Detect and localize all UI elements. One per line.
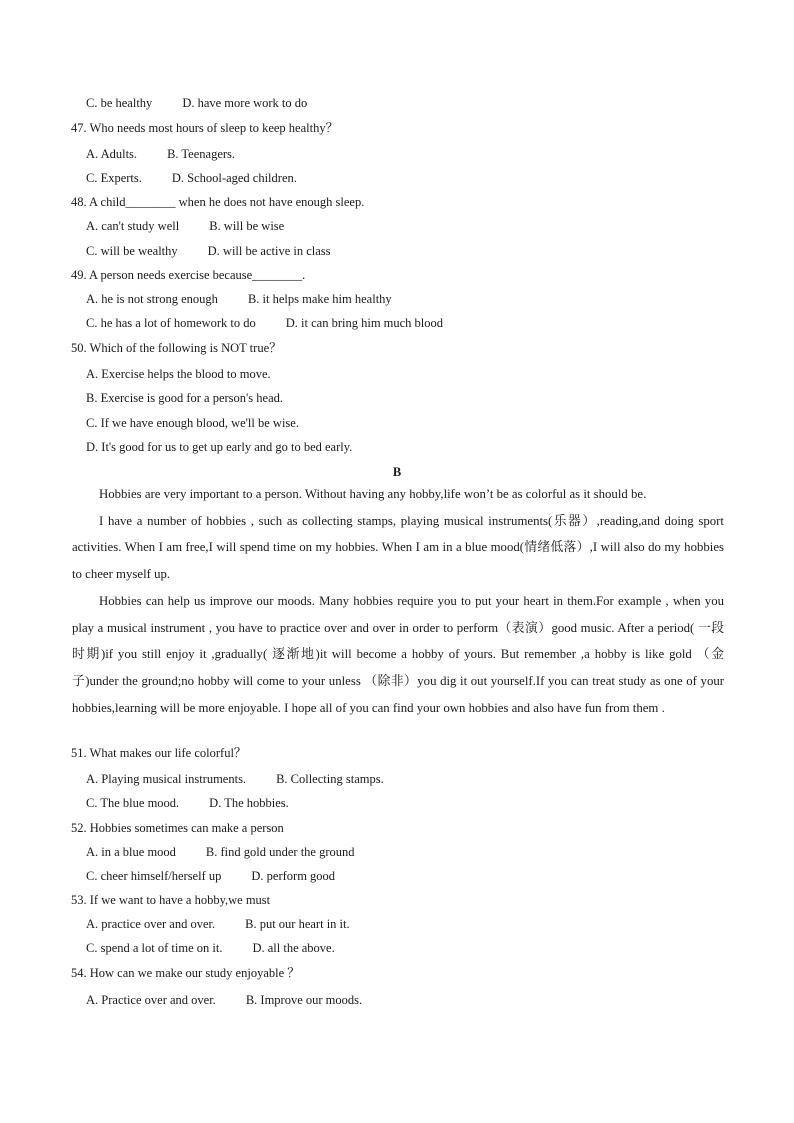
q49-option-d: D. it can bring him much blood xyxy=(285,316,444,330)
q54-option-a: A. Practice over and over. xyxy=(86,993,216,1007)
q46-option-d: D. have more work to do xyxy=(182,96,308,110)
q47-options-ab xyxy=(86,146,235,162)
q48-option-b: B. will be wise xyxy=(209,219,285,233)
q53-option-d: D. all the above. xyxy=(252,941,335,955)
passage-paragraph-2: I have a number of hobbies , such as collecting stamps, playing musical instruments(乐器）,reading,and doing sport activities. When I am free,I will spend time on my hobbies. When I am in a blue mood(情绪低落）,I will also do my hobbies to cheer myself up. xyxy=(72,513,724,582)
q49-option-b: B. it helps make him healthy xyxy=(247,292,392,306)
q53-stem: 53. If we want to have a hobby,we must xyxy=(71,893,271,907)
passage-paragraph-3: Hobbies can help us improve our moods. Many hobbies require you to put your heart in them.For example , when you play a musical instrument , you have to practice over and over in order to perform（表演）good music. After a period( 一段时期)if you still enjoy it ,gradually( 逐渐地)it will become a hobby of yours. But remember ,a hobby is like gold （金子)under the ground;no hobby will come to your unless （除非）you dig it out yourself.If you can treat study as one of your hobbies,learning will be more enjoyable. I hope all of you can find your own hobbies and also have fun from them . xyxy=(72,593,724,715)
q54-stem: 54. How can we make our study enjoyable ？ xyxy=(71,966,300,980)
q48-option-a: A. can't study well xyxy=(86,219,180,233)
q53-option-c: C. spend a lot of time on it. xyxy=(86,941,223,955)
q51-option-b: B. Collecting stamps. xyxy=(276,772,384,786)
q50-option-a: A. Exercise helps the blood to move. xyxy=(86,367,271,381)
q53-option-a: A. practice over and over. xyxy=(86,917,216,931)
q51-option-c: C. The blue mood. xyxy=(86,796,180,810)
q49-options-ab xyxy=(86,291,392,307)
q51-option-a: A. Playing musical instruments. xyxy=(86,772,247,786)
q53-options-cd xyxy=(86,940,335,956)
q48-stem: 48. A child________ when he does not have enough sleep. xyxy=(71,195,365,209)
q46-option-c: C. be healthy xyxy=(86,96,153,110)
q51-options-cd xyxy=(86,795,289,811)
q50-option-d: D. It's good for us to get up early and go to bed early. xyxy=(86,440,353,454)
q47-options-cd xyxy=(86,170,297,186)
q51-stem: 51. What makes our life colorful？ xyxy=(71,746,247,760)
q52-options-cd xyxy=(86,868,335,884)
q50-stem: 50. Which of the following is NOT true？ xyxy=(71,341,282,355)
section-b-title: B xyxy=(392,465,402,479)
q49-option-c: C. he has a lot of homework to do xyxy=(86,316,256,330)
q47-option-a: A. Adults. xyxy=(86,147,138,161)
q52-option-a: A. in a blue mood xyxy=(86,845,176,859)
q48-option-d: D. will be active in class xyxy=(207,244,331,258)
q51-options-ab xyxy=(86,771,384,787)
q49-option-a: A. he is not strong enough xyxy=(86,292,218,306)
q53-option-b: B. put our heart in it. xyxy=(245,917,350,931)
reading-passage xyxy=(72,481,724,721)
q54-option-b: B. Improve our moods. xyxy=(245,993,363,1007)
q53-options-ab xyxy=(86,916,350,932)
q49-options-cd xyxy=(86,315,443,331)
q52-option-d: D. perform good xyxy=(251,869,336,883)
q50-option-b: B. Exercise is good for a person's head. xyxy=(86,391,283,405)
q50-option-c: C. If we have enough blood, we'll be wise. xyxy=(86,416,299,430)
q52-option-b: B. find gold under the ground xyxy=(205,845,355,859)
q49-stem: 49. A person needs exercise because________. xyxy=(71,268,306,282)
q52-stem: 52. Hobbies sometimes can make a person xyxy=(71,821,284,835)
q52-options-ab xyxy=(86,844,355,860)
q47-option-d: D. School-aged children. xyxy=(171,171,297,185)
passage-paragraph-1: Hobbies are very important to a person. Without having any hobby,life won’t be as colorful as it should be. xyxy=(99,487,647,501)
q47-option-c: C. Experts. xyxy=(86,171,142,185)
q47-stem: 47. Who needs most hours of sleep to keep healthy？ xyxy=(71,121,339,135)
q51-option-d: D. The hobbies. xyxy=(209,796,289,810)
q46-options-cd xyxy=(86,95,307,111)
q48-option-c: C. will be wealthy xyxy=(86,244,178,258)
q54-options-ab xyxy=(86,992,362,1008)
q52-option-c: C. cheer himself/herself up xyxy=(86,869,222,883)
q47-option-b: B. Teenagers. xyxy=(167,147,236,161)
q48-options-cd xyxy=(86,243,331,259)
q48-options-ab xyxy=(86,218,284,234)
